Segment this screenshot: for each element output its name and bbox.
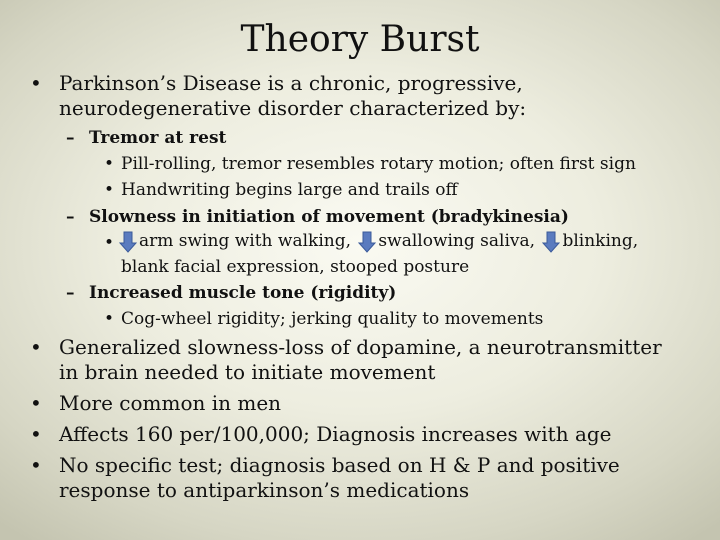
bullet-text: No specific test; diagnosis based on H & P and positive bbox=[59, 453, 620, 477]
down-arrow-icon bbox=[358, 231, 376, 253]
sub-bullet-marker: – bbox=[66, 283, 75, 303]
symptom-text: swallowing saliva, bbox=[378, 231, 536, 251]
bullet-marker: • bbox=[30, 453, 42, 477]
sub-sub-bullet-marker: • bbox=[104, 233, 115, 253]
sub-bullet-marker: – bbox=[66, 207, 75, 227]
down-arrow-icon bbox=[542, 231, 560, 253]
sub-sub-bullet-marker: • bbox=[104, 180, 115, 200]
bullet-marker: • bbox=[30, 391, 42, 415]
bullet-marker: • bbox=[30, 71, 42, 95]
bullet-text-cont: response to antiparkinson’s medications bbox=[59, 478, 470, 502]
bullet-marker: • bbox=[30, 422, 42, 446]
bullet-text: Generalized slowness-loss of dopamine, a neurotransmitter bbox=[59, 335, 662, 359]
sub-bullet-heading: Tremor at rest bbox=[89, 128, 227, 148]
sub-sub-bullet-text: Handwriting begins large and trails off bbox=[121, 180, 458, 200]
sub-sub-bullet-text-cont: blank facial expression, stooped posture bbox=[121, 257, 470, 277]
bullet-text: Parkinson’s Disease is a chronic, progressive, bbox=[59, 71, 523, 95]
slide-title: Theory Burst bbox=[240, 19, 480, 60]
bullet-marker: • bbox=[30, 335, 42, 359]
sub-bullet-marker: – bbox=[66, 128, 75, 148]
sub-sub-bullet-marker: • bbox=[104, 309, 115, 329]
bullet-text: More common in men bbox=[59, 391, 282, 415]
symptom-text: blinking, bbox=[562, 231, 639, 251]
sub-sub-bullet-line bbox=[117, 229, 638, 254]
bullet-text: Affects 160 per/100,000; Diagnosis increases with age bbox=[59, 422, 612, 446]
sub-bullet-heading: Slowness in initiation of movement (bradykinesia) bbox=[89, 207, 569, 227]
bullet-text-cont: in brain needed to initiate movement bbox=[59, 360, 436, 384]
sub-bullet-heading: Increased muscle tone (rigidity) bbox=[89, 283, 397, 303]
down-arrow-icon bbox=[119, 231, 137, 253]
symptom-text: arm swing with walking, bbox=[139, 231, 352, 251]
sub-sub-bullet-text: Cog-wheel rigidity; jerking quality to movements bbox=[121, 309, 544, 329]
sub-sub-bullet-marker: • bbox=[104, 154, 115, 174]
sub-sub-bullet-text: Pill-rolling, tremor resembles rotary motion; often first sign bbox=[121, 154, 636, 174]
bullet-text-cont: neurodegenerative disorder characterized by: bbox=[59, 96, 527, 120]
